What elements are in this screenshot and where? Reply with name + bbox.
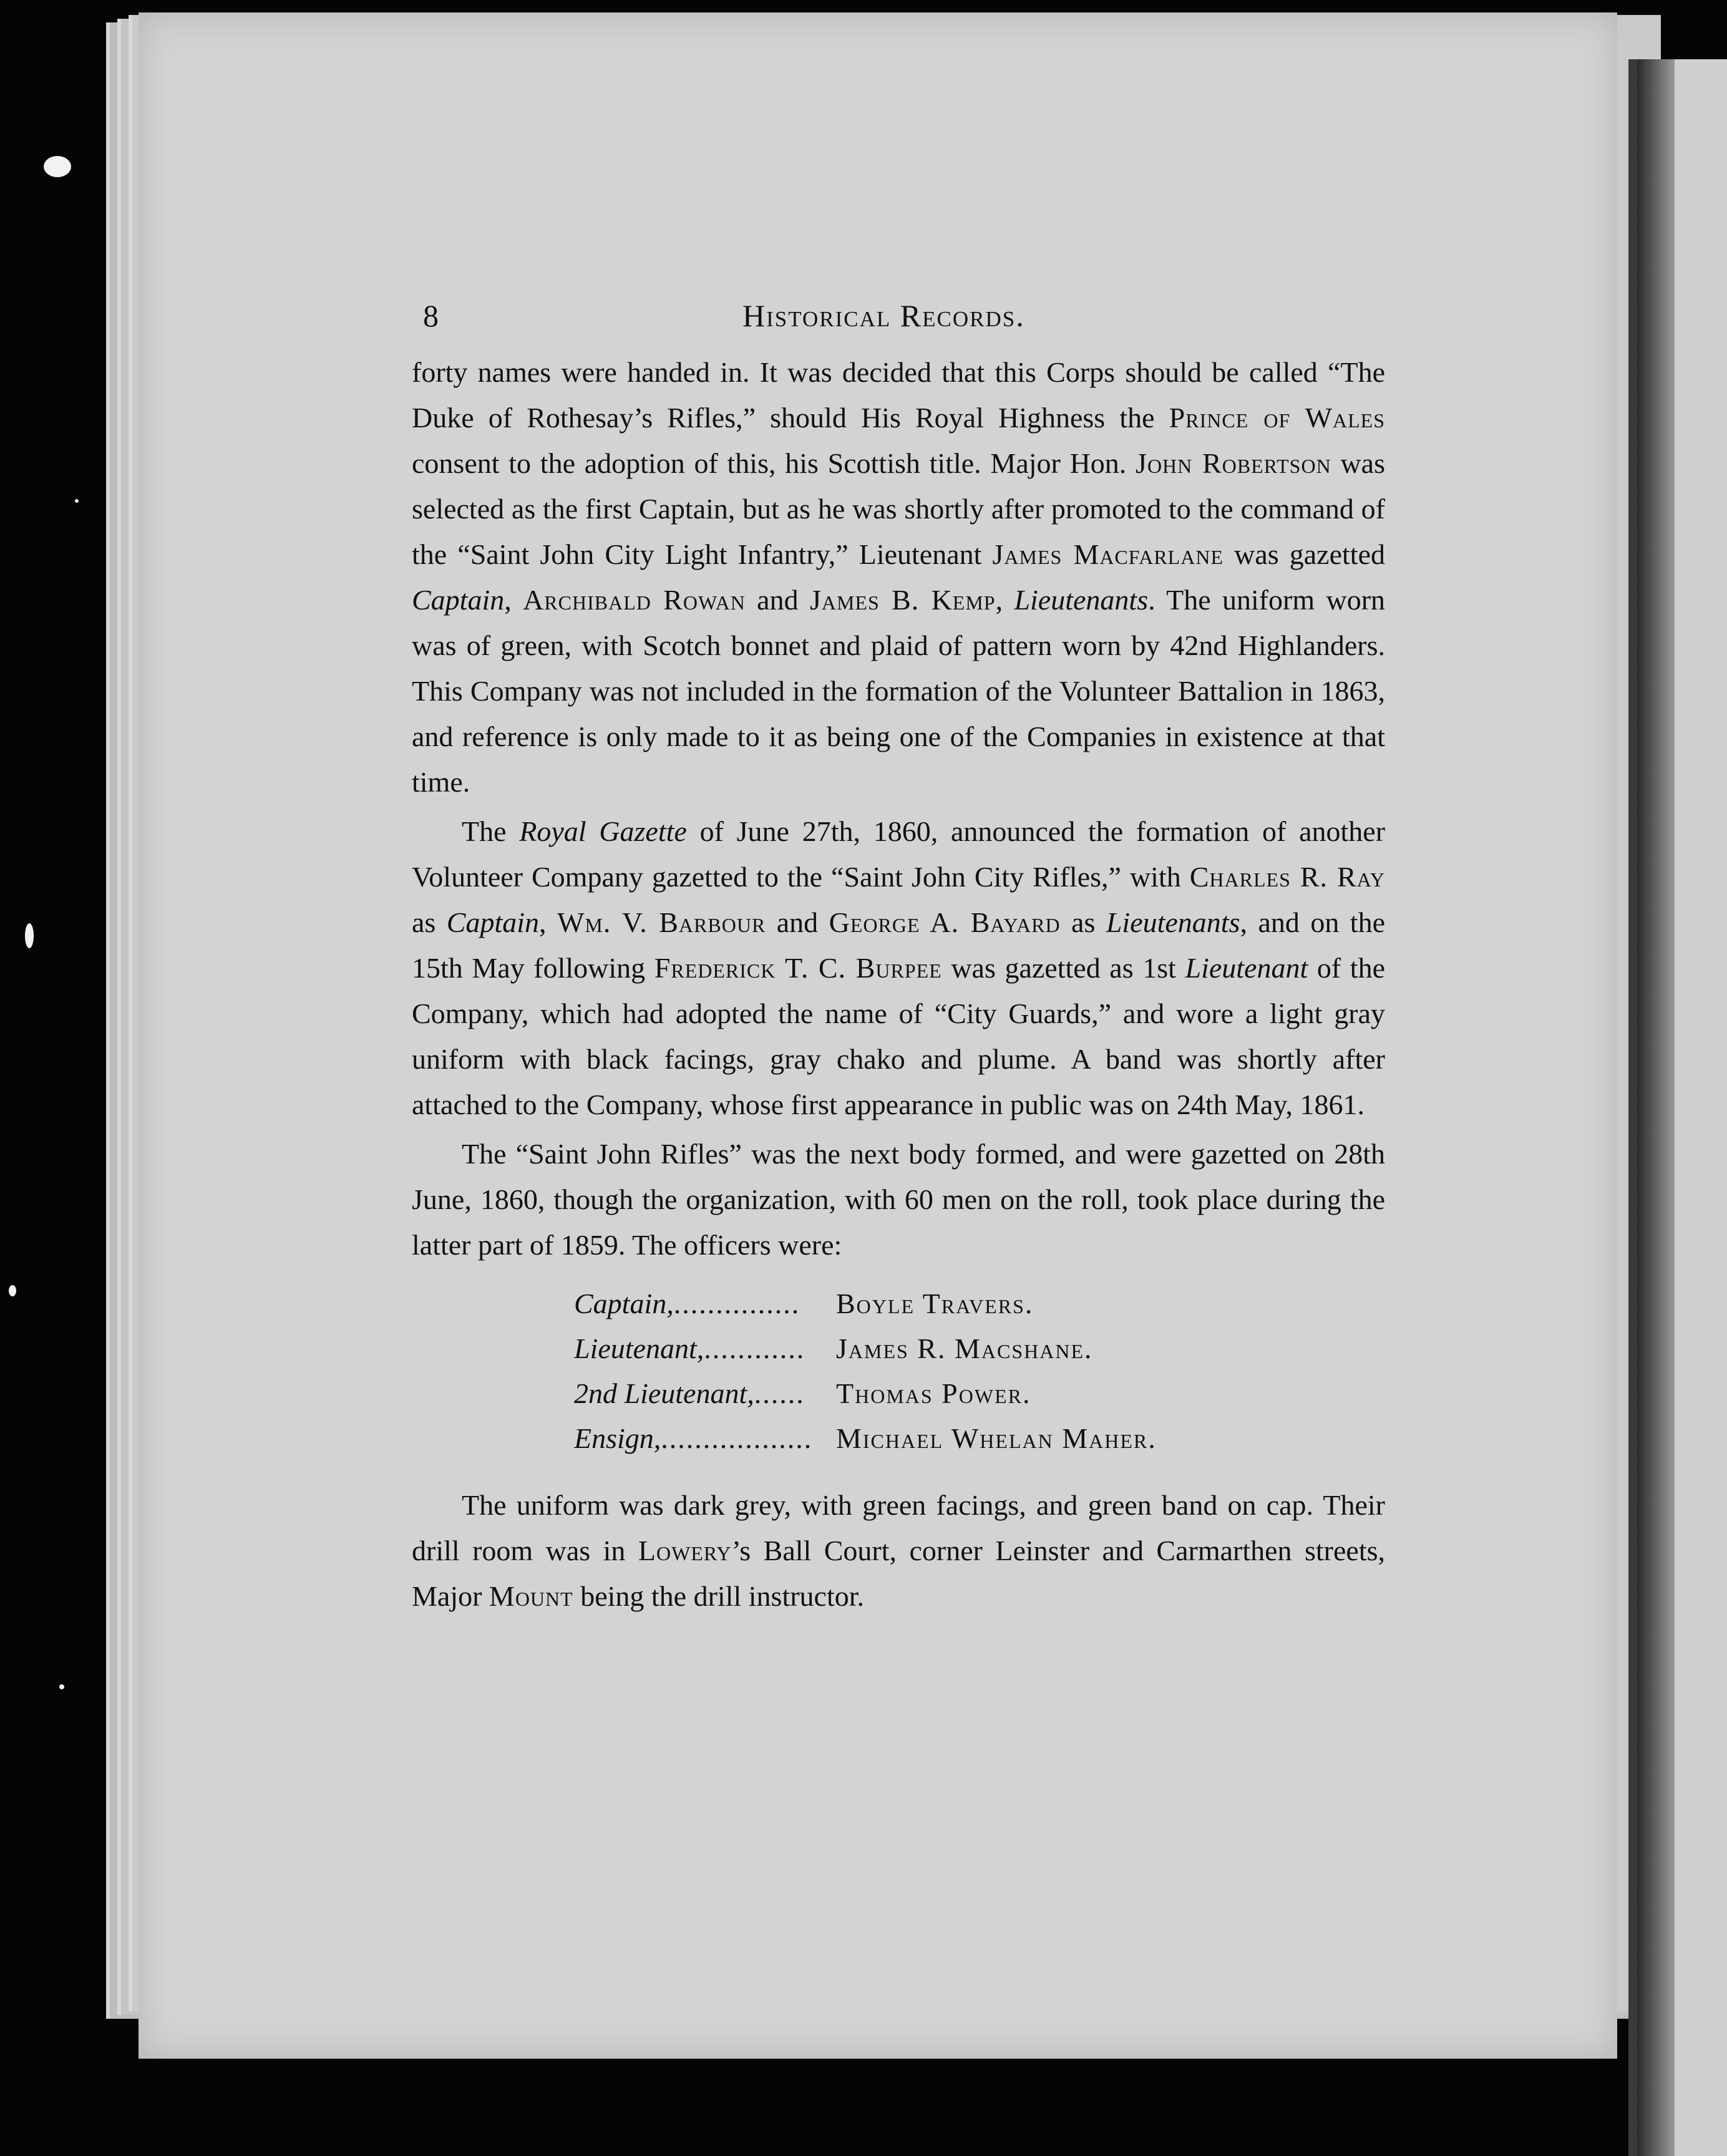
text-run: was gazetted as 1st: [941, 952, 1185, 984]
officer-row: [574, 1326, 1385, 1371]
proper-name: James B. Kemp: [809, 584, 996, 616]
text-run: ,: [539, 906, 557, 938]
proper-name: Charles R. Ray: [1189, 861, 1386, 893]
italic-text: Captain: [446, 906, 540, 938]
officer-rank-label: Captain,: [574, 1288, 674, 1319]
italic-text: Lieutenants: [1014, 584, 1149, 616]
officer-list: [574, 1281, 1385, 1461]
text-run: of June 27th, 1860, announced the formation of another Volunteer Company gazetted to the “Saint John City Rifles,” with: [412, 815, 1386, 893]
dust-speck: [44, 156, 71, 177]
leader-dots: ...............: [673, 1288, 800, 1319]
text-run: forty names were handed in. It was decided that this Corps should be called “The Duke of Rothesay’s Rifles,” should His Royal Highness the: [412, 356, 1385, 434]
text-run: and: [745, 584, 810, 616]
italic-text: Royal Gazette: [519, 815, 687, 847]
italic-text: Lieutenants: [1106, 906, 1240, 938]
text-run: . The uniform worn was of green, with Scotch bonnet and plaid of pattern worn by 42nd Highlanders. This Company was not included in the formation of the Volunteer Battalion in 1863, and reference is only made to it as being one of the Companies in existence at that time.: [412, 584, 1386, 798]
text-run: ,: [504, 584, 523, 616]
proper-name: Prince of Wales: [1169, 402, 1386, 434]
dust-speck: [9, 1285, 16, 1296]
italic-text: Captain: [412, 584, 505, 616]
proper-name: Lowery: [638, 1535, 732, 1566]
italic-text: Lieutenant: [1185, 952, 1308, 984]
text-run: was gazetted: [1223, 538, 1385, 570]
text-run: was selected as the first Captain, but as he was shortly after promoted to the command of the “Saint John City Light Infantry,” Lieutenant: [412, 447, 1385, 570]
leader-dots: ......: [754, 1377, 805, 1409]
text-run: , and on the 15th May following: [412, 906, 1385, 984]
leader-dots: ..................: [661, 1422, 813, 1454]
proper-name: Mount: [489, 1580, 573, 1612]
officer-rank-label: Ensign,: [574, 1422, 661, 1454]
proper-name: Wm. V. Barbour: [557, 906, 766, 938]
proper-name: Archibald Rowan: [523, 584, 746, 616]
officer-row: [574, 1416, 1385, 1461]
proper-name: George A. Bayard: [829, 906, 1061, 938]
leader-dots: ............: [704, 1333, 805, 1364]
text-run: as: [412, 906, 447, 938]
text-run: as: [1060, 906, 1106, 938]
text-run: The uniform was dark grey, with green facings, and green band on cap. Their drill room was in: [412, 1489, 1385, 1566]
officer-name: Michael Whelan Maher.: [836, 1422, 1157, 1454]
text-run: consent to the adoption of this, his Scottish title. Major Hon.: [412, 447, 1136, 479]
officer-name: James R. Macshane.: [836, 1333, 1093, 1364]
paragraph: [412, 808, 1385, 1127]
text-run: ,: [995, 584, 1014, 616]
text-run: of the Company, which had adopted the name of “City Guards,” and wore a light gray uniform with black facings, gray chako and plume. A band was shortly after attached to the Company, whose first appearance in public was on 24th May, 1861.: [412, 952, 1385, 1120]
dust-speck: [59, 1684, 64, 1689]
officer-rank: [574, 1326, 836, 1371]
officer-row: [574, 1371, 1385, 1416]
text-run: The: [462, 815, 520, 847]
officer-rank-label: Lieutenant,: [574, 1333, 704, 1364]
text-run: and: [766, 906, 829, 938]
officer-row: [574, 1281, 1385, 1326]
dust-speck: [25, 923, 34, 948]
officer-rank: [574, 1371, 836, 1416]
running-title: Historical Records.: [742, 298, 1025, 333]
paragraph: [412, 1131, 1385, 1268]
officer-name: Boyle Travers.: [836, 1288, 1034, 1319]
text-run: being the drill instructor.: [573, 1580, 865, 1612]
running-header: [412, 293, 1385, 349]
page-text-block: [412, 293, 1385, 1619]
page-number: 8: [423, 298, 439, 333]
proper-name: John Robertson: [1136, 447, 1331, 479]
text-run: ’s Ball Court, corner Leinster and Carmarthen streets, Major: [412, 1535, 1385, 1612]
facing-page-edge: [1628, 59, 1727, 2156]
paragraph: [412, 349, 1385, 805]
text-run: The “Saint John Rifles” was the next body formed, and were gazetted on 28th June, 1860, though the organization, with 60 men on the roll, took place during the latter part of 1859. The officers were:: [412, 1138, 1385, 1261]
proper-name: Frederick T. C. Burpee: [654, 952, 942, 984]
officer-name: Thomas Power.: [836, 1377, 1031, 1409]
gutter-shadow: [1637, 59, 1675, 2156]
officer-rank: [574, 1281, 836, 1326]
officer-rank-label: 2nd Lieutenant,: [574, 1377, 754, 1409]
officer-rank: [574, 1416, 836, 1461]
proper-name: James Macfarlane: [992, 538, 1223, 570]
paragraph: [412, 1482, 1385, 1619]
dust-speck: [75, 499, 79, 503]
